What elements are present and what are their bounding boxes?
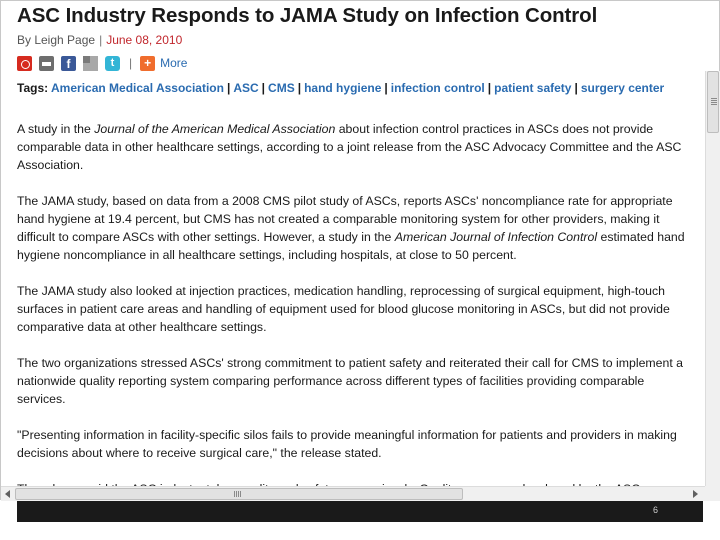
slide-footer-bar xyxy=(17,501,703,522)
author: By Leigh Page xyxy=(17,33,96,47)
tag-separator: | xyxy=(226,81,231,95)
tag-link[interactable]: American Medical Association xyxy=(51,81,224,95)
print-icon[interactable] xyxy=(39,56,54,71)
facebook-icon[interactable]: f xyxy=(61,56,76,71)
article-paragraph: A study in the Journal of the American Medical Association about infection control practices in ASCs does not provide comparable data in other healthcare settings, according to a joint release from the ASC Advocacy Committee and the ASC Association. xyxy=(17,122,682,172)
byline-separator: | xyxy=(99,33,103,47)
tag-link[interactable]: hand hygiene xyxy=(304,81,382,95)
horizontal-scroll-thumb[interactable] xyxy=(15,488,463,500)
article-paragraph: "Presenting information in facility-specific silos fails to provide meaningful information for patients and providers in making decisions about where to receive surgical care," the release stated. xyxy=(17,428,677,460)
article-content xyxy=(17,1,689,486)
vertical-scrollbar[interactable] xyxy=(705,71,720,486)
tag-link[interactable]: infection control xyxy=(390,81,485,95)
tag-separator: | xyxy=(384,81,388,95)
page-number: 6 xyxy=(652,505,658,515)
delicious-icon[interactable] xyxy=(83,56,98,71)
publish-date: June 08, 2010 xyxy=(106,33,183,47)
vertical-scroll-thumb[interactable] xyxy=(707,71,719,133)
article-title: ASC Industry Responds to JAMA Study on Infection Control xyxy=(17,4,598,27)
scroll-right-arrow-icon[interactable] xyxy=(693,490,698,498)
horizontal-scrollbar[interactable] xyxy=(1,486,705,501)
article-body xyxy=(17,120,689,516)
grip-icon xyxy=(234,491,241,497)
tag-link[interactable]: patient safety xyxy=(494,81,572,95)
tag-separator: | xyxy=(261,81,266,95)
tags-list xyxy=(17,80,667,97)
tag-link[interactable]: CMS xyxy=(268,81,295,95)
tag-separator: | xyxy=(487,81,492,95)
article-paragraph: The JAMA study also looked at injection practices, medication handling, reprocessing of surgical equipment, high-touch surfaces in patient care areas and handling of equipment used for blood glucose monitoring in ASCs, but did not provide comparative data at other healthcare settings. xyxy=(17,284,670,334)
tag-separator: | xyxy=(574,81,578,95)
scroll-left-arrow-icon[interactable] xyxy=(5,490,10,498)
article-paragraph: The two organizations stressed ASCs' strong commitment to patient safety and reiterated their call for CMS to implement a nationwide quality reporting system comparing performance across different types of facilities providing comparable services. xyxy=(17,356,683,406)
pdf-icon[interactable] xyxy=(17,56,32,71)
tag-link[interactable]: surgery center xyxy=(580,81,665,95)
twitter-icon[interactable]: t xyxy=(105,56,120,71)
more-share-link[interactable]: More xyxy=(160,56,188,70)
share-bar xyxy=(17,55,187,71)
share-separator: | xyxy=(129,56,133,70)
byline xyxy=(17,33,182,47)
grip-icon xyxy=(711,98,717,105)
tag-separator: | xyxy=(297,81,302,95)
tag-link[interactable]: ASC xyxy=(233,81,259,95)
scrollbar-corner xyxy=(705,486,720,501)
more-icon[interactable]: + xyxy=(140,56,155,71)
article-paragraph: The JAMA study, based on data from a 2008 CMS pilot study of ASCs, reports ASCs' noncompliance rate for appropriate hand hygiene at 19.4 percent, but CMS has not created a comparable monitoring system for other providers, making it difficult to compare ASCs with other settings. However, a study in the American Journal of Infection Control estimated hand hygiene noncompliance in all healthcare settings, including hospitals, at close to 50 percent. xyxy=(17,194,685,262)
tags-label: Tags: xyxy=(17,81,49,95)
